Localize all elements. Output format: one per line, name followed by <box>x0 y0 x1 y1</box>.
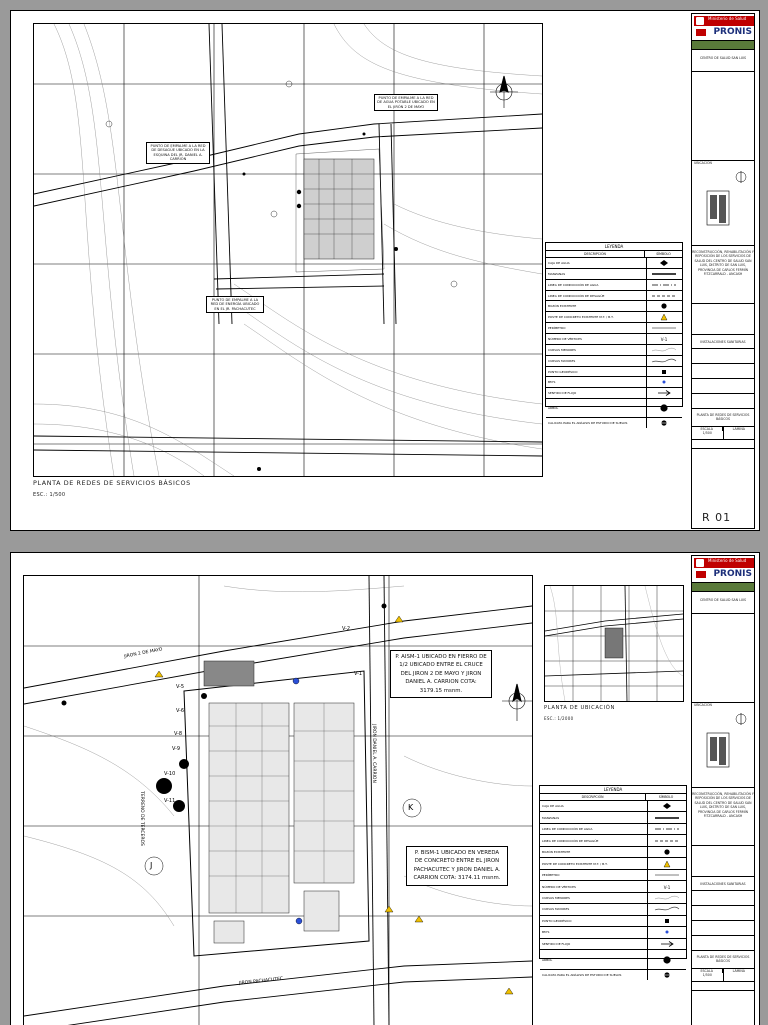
legend-header <box>546 251 682 258</box>
valve-label: V-8 <box>174 731 183 737</box>
date-box <box>692 440 754 449</box>
legend-row-description: PUNTO GEODÉSICO <box>540 916 648 926</box>
key-plan-svg <box>695 169 751 239</box>
legend-row-description: LINEA DE CONDUCCIÓN DE AGUA <box>540 824 648 834</box>
ministry-logo <box>694 16 754 26</box>
zone-label-j: J <box>150 861 153 870</box>
legend-row <box>540 893 686 904</box>
project-name: CENTRO DE SALUD SAN LUIS <box>692 592 754 614</box>
legend-row <box>540 858 686 869</box>
site-plan-drawing <box>33 23 543 477</box>
manhole-icon <box>647 301 682 311</box>
legend-row-description: ÁRBOL <box>546 399 647 417</box>
color-band <box>692 41 754 50</box>
location-plan-svg <box>545 586 683 701</box>
signature-box <box>692 379 754 394</box>
legend-row <box>546 356 682 367</box>
legend-table <box>539 785 687 978</box>
legend-row <box>540 824 686 835</box>
legend-row <box>546 301 682 312</box>
signature-box <box>692 936 754 951</box>
signature-box <box>692 921 754 936</box>
drawing-sheet-2 <box>10 552 760 1025</box>
location-caption: UBICACIÓN <box>694 161 712 165</box>
ministry-name: Ministerio de Salud <box>708 16 747 21</box>
notes-box <box>692 72 754 161</box>
wave2-icon <box>648 904 686 914</box>
line-dashed2-icon <box>648 835 686 845</box>
signature-box <box>692 394 754 409</box>
legend-row-description: CURVAS MAYORES <box>540 904 648 914</box>
wave-icon <box>648 893 686 903</box>
line-thick-icon <box>648 812 686 822</box>
valve-label: V-10 <box>164 771 176 777</box>
legend-header-symbol: SÍMBOLO <box>658 795 674 799</box>
triangle-icon <box>647 312 682 322</box>
valve-label: V-9 <box>172 746 181 752</box>
svg-text:V-1: V-1 <box>661 336 668 342</box>
diamond-icon <box>648 801 686 811</box>
drawing-sheet-1 <box>10 10 760 531</box>
square-dot-icon <box>648 916 686 926</box>
legend-header-symbol: SÍMBOLO <box>656 252 671 256</box>
svg-text:V-1: V-1 <box>663 884 671 890</box>
legend-row <box>546 367 682 378</box>
legend-row <box>546 345 682 356</box>
pronis-logo: PRONIS <box>694 569 754 580</box>
sewer-connection-note: PUNTO DE EMPALME A LA RED DE DESAGÜE UBICADO EN LA ESQUINA DEL JR. DANIEL A. CARRIÓN <box>146 142 210 164</box>
legend-row <box>540 870 686 881</box>
legend-row-description: MANZANAS <box>546 269 647 279</box>
location-plan <box>544 585 684 702</box>
legend-row-description: CALICATA PARA EL ANÁLISIS DE ESTUDIO DE SUELOS <box>540 970 648 980</box>
power-connection-note: PUNTO DE EMPALME A LA RED DE ENERGÍA UBICADO EN EL JR. PACHACUTEC <box>206 296 264 313</box>
legend-row-description: BUZÓN EXISTENTE <box>540 847 648 857</box>
zone-label-k: K <box>408 803 414 812</box>
peru-shield-icon <box>696 559 704 567</box>
legend-row-description: MANZANAS <box>540 812 648 822</box>
legend-row-description: NÚMERO DE VÉRTICES <box>546 334 647 344</box>
legend-row <box>546 291 682 302</box>
legend-row-description: CURVAS MENORES <box>546 345 647 355</box>
responsible-box <box>692 304 754 335</box>
legend-row-description: PERÍMETRO <box>540 870 648 880</box>
valve-label: V-1 <box>354 671 363 677</box>
plan-name: PLANTA DE REDES DE SERVICIOS BÁSICOS <box>692 951 754 969</box>
legend-row-description: PUNTO GEODÉSICO <box>546 367 647 377</box>
specialty-label: INSTALACIONES SANITARIAS <box>692 877 754 891</box>
legend-title: LEYENDA <box>540 786 686 794</box>
valve-label: V-2 <box>342 626 351 632</box>
arrow-icon <box>648 939 686 949</box>
wave-icon <box>647 345 682 355</box>
legend-row-description: CAJA DE AGUA <box>540 801 648 811</box>
legend-row <box>546 269 682 280</box>
legend-row <box>540 939 686 950</box>
scale-value: 1/500 <box>702 973 712 977</box>
title-block <box>691 13 755 529</box>
legend-row-description: LINEA DE CONDUCCIÓN DE DESAGÜE <box>546 291 647 301</box>
legend-row <box>540 904 686 915</box>
key-plan-svg <box>695 711 751 781</box>
sheet-cell <box>724 427 755 439</box>
legend-row-description: CURVAS MENORES <box>540 893 648 903</box>
valve-label: V-6 <box>176 708 185 714</box>
peru-shield-icon <box>696 17 704 25</box>
responsible-box <box>692 846 754 877</box>
valve-label: V-5 <box>176 684 185 690</box>
legend-row-description: BM'S <box>546 377 647 387</box>
legend-header <box>540 794 686 801</box>
dot-icon <box>648 927 686 937</box>
vertex-icon <box>648 881 686 891</box>
legend-header-description: DESCRIPCIÓN <box>546 251 645 257</box>
line-thin-icon <box>647 323 682 333</box>
third-party-land-label: TERRENO DE TERCEROS <box>138 791 144 846</box>
north-arrow-icon <box>490 76 518 108</box>
line-dash-icon <box>648 824 686 834</box>
signature-box <box>692 349 754 364</box>
legend-row-description: CURVAS MAYORES <box>546 356 647 366</box>
legend-row <box>540 835 686 846</box>
line-dashed2-icon <box>647 291 682 301</box>
scale-sheet-row <box>692 969 754 982</box>
ministry-name: Ministerio de Salud <box>708 558 747 563</box>
detail-plan-svg <box>24 576 532 1025</box>
legend-row <box>546 280 682 291</box>
wave2-icon <box>647 356 682 366</box>
line-thin-icon <box>648 870 686 880</box>
dot-icon <box>647 377 682 387</box>
location-caption: UBICACIÓN <box>694 703 712 707</box>
legend-row <box>540 927 686 938</box>
title-block <box>691 555 755 1025</box>
legend-row <box>540 950 686 970</box>
plan-name: PLANTA DE REDES DE SERVICIOS BÁSICOS <box>692 409 754 427</box>
signature-box <box>692 906 754 921</box>
legend-row-description: BUZÓN EXISTENTE <box>546 301 647 311</box>
logo-area <box>692 556 754 583</box>
date-box <box>692 982 754 991</box>
scale-value: 1/500 <box>702 431 712 435</box>
scale-cell <box>692 427 724 439</box>
legend-row-description: LINEA DE CONDUCCIÓN DE AGUA <box>546 280 647 290</box>
diamond-icon <box>647 258 682 268</box>
scale-sheet-row <box>692 427 754 440</box>
sheet-cell <box>724 969 755 981</box>
legend-row <box>546 388 682 399</box>
cross-circle-icon <box>647 418 682 428</box>
legend-row-description: CAJA DE AGUA <box>546 258 647 268</box>
legend-title: LEYENDA <box>546 243 682 251</box>
street-label-daniel-carrion: JIRON DANIEL A. CARRION <box>370 724 376 783</box>
notes-box <box>692 614 754 703</box>
benchmark-note-2: P. BISM-1 UBICADO EN VEREDA DE CONCRETO ENTRE EL JIRON PACHACUTEC Y JIRON DANIEL A. CARRION COTA: 3174.11 msnm. <box>406 846 508 886</box>
legend-row-description: POSTE DE CONCRETO EXISTENTE M.T. / B.T. <box>546 312 647 322</box>
plan-title: PLANTA DE REDES DE SERVICIOS BÁSICOS <box>33 479 191 487</box>
signature-box <box>692 891 754 906</box>
sheet-label: LÁMINA <box>732 969 745 973</box>
legend-row <box>540 847 686 858</box>
valve-label: V-11 <box>164 798 176 804</box>
legend-row-description: CALICATA PARA EL ANÁLISIS DE ESTUDIO DE SUELOS <box>546 418 647 428</box>
scale-cell <box>692 969 724 981</box>
square-dot-icon <box>647 367 682 377</box>
signature-box <box>692 364 754 379</box>
legend-row-description: ÁRBOL <box>540 950 648 969</box>
color-band <box>692 583 754 592</box>
vertex-icon <box>647 334 682 344</box>
north-arrow-icon <box>502 684 532 721</box>
legend-row-description: NÚMERO DE VÉRTICES <box>540 881 648 891</box>
benchmark-note-1: P. AISM-1 UBICADO EN FIERRO DE 1/2 UBICADO ENTRE EL CRUCE DEL JIRON 2 DE MAYO Y JIRON DANIEL A. CARRION COTA: 3179.15 msnm. <box>390 650 492 698</box>
legend-row <box>546 258 682 269</box>
legend-row-description: SENTIDO DE FLUJO <box>540 939 648 949</box>
legend-row <box>540 812 686 823</box>
legend-row-description: POSTE DE CONCRETO EXISTENTE M.T. / B.T. <box>540 858 648 868</box>
street-label-2-de-mayo: JIRON 2 DE MAYO <box>123 647 163 660</box>
legend-header-description: DESCRIPCIÓN <box>540 794 646 800</box>
legend-row <box>546 399 682 418</box>
legend-row <box>546 323 682 334</box>
legend-row <box>546 418 682 428</box>
project-name: CENTRO DE SALUD SAN LUIS <box>692 50 754 72</box>
site-plan-svg <box>34 24 542 476</box>
legend-row <box>540 916 686 927</box>
legend-row-description: PERÍMETRO <box>546 323 647 333</box>
cross-circle-icon <box>648 970 686 980</box>
arrow-icon <box>647 388 682 398</box>
legend-row-description: BM'S <box>540 927 648 937</box>
logo-area <box>692 14 754 41</box>
ministry-logo <box>694 558 754 568</box>
line-dash-icon <box>647 280 682 290</box>
location-key-box <box>692 703 754 788</box>
triangle-icon <box>648 858 686 868</box>
project-description: RECONSTRUCCIÓN, REHABILITACIÓN Y REPOSICIÓN DE LOS SERVICIOS DE SALUD DEL CENTRO DE SALUD SAN LUIS, DISTRITO DE SAN LUIS, PROVINCIA DE CARLOS FERMÍN FITZCARRALD - ANCASH <box>692 246 754 304</box>
legend-row-description: SENTIDO DE FLUJO <box>546 388 647 398</box>
legend-row <box>546 312 682 323</box>
detail-plan-drawing <box>23 575 533 1025</box>
legend-row <box>546 334 682 345</box>
project-description: RECONSTRUCCIÓN, REHABILITACIÓN Y REPOSICIÓN DE LOS SERVICIOS DE SALUD DEL CENTRO DE SALUD SAN LUIS, DISTRITO DE SAN LUIS, PROVINCIA DE CARLOS FERMÍN FITZCARRALD - ANCASH <box>692 788 754 846</box>
location-key-box <box>692 161 754 246</box>
sheet-number: R 01 <box>702 511 732 524</box>
street-label-pachacutec: JIRON PACHACUTEC <box>238 976 284 987</box>
legend-row <box>540 970 686 980</box>
sheet-label: LÁMINA <box>732 427 745 431</box>
location-plan-scale: ESC.: 1/2000 <box>544 716 574 721</box>
legend-row <box>540 801 686 812</box>
legend-row <box>540 881 686 892</box>
scale-label: ESCALA <box>692 969 723 973</box>
line-thick-icon <box>647 269 682 279</box>
legend-row <box>546 377 682 388</box>
location-plan-title: PLANTA DE UBICACIÓN <box>544 705 615 711</box>
scale-label: ESCALA <box>692 427 723 431</box>
manhole-icon <box>648 847 686 857</box>
water-connection-note: PUNTO DE EMPALME A LA RED DE AGUA POTABLE UBICADO EN EL JIRÓN 2 DE MAYO <box>374 94 438 111</box>
pronis-logo: PRONIS <box>694 27 754 38</box>
tree-icon <box>648 950 686 969</box>
plan-scale: ESC.: 1/500 <box>33 492 66 498</box>
legend-table <box>545 242 683 425</box>
specialty-label: INSTALACIONES SANITARIAS <box>692 335 754 349</box>
legend-row-description: LINEA DE CONDUCCIÓN DE DESAGÜE <box>540 835 648 845</box>
tree-icon <box>647 399 682 417</box>
